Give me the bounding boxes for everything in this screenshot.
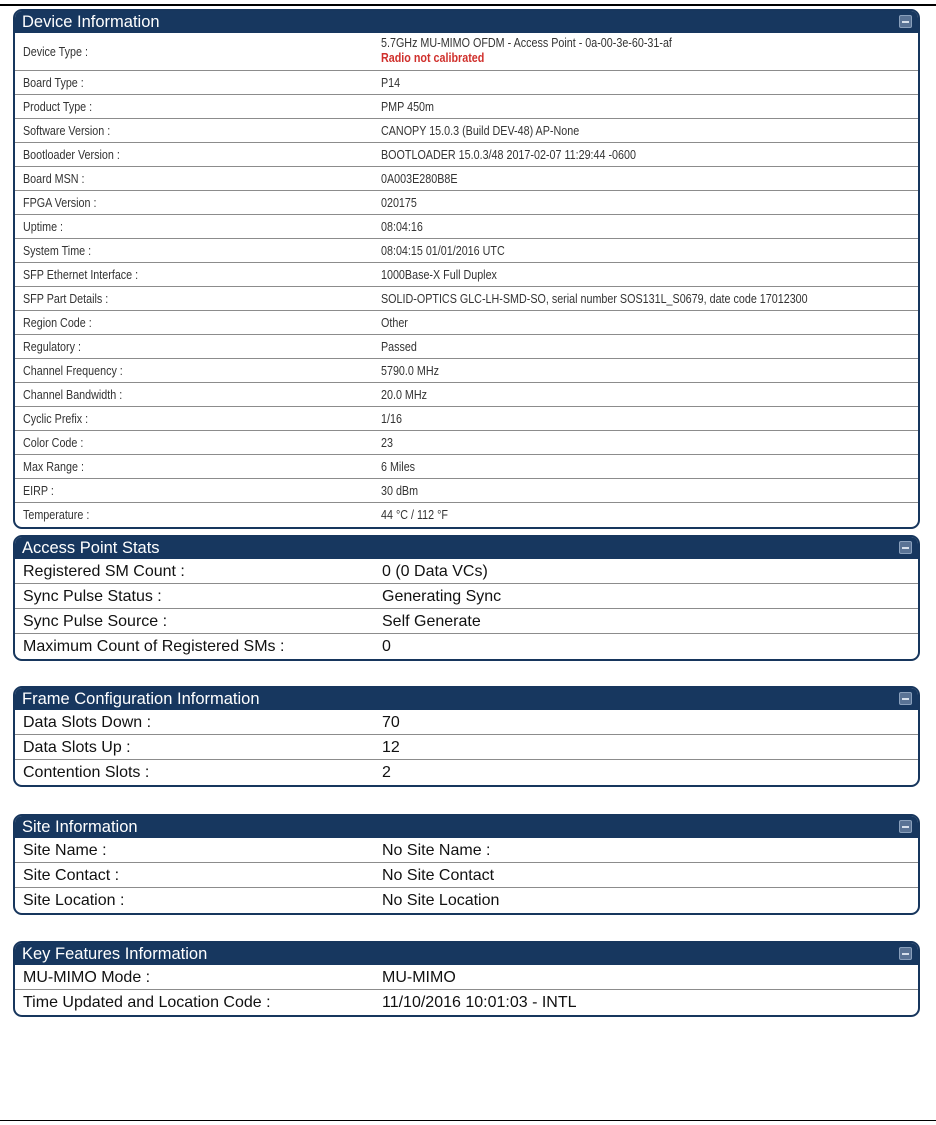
row-label: MU-MIMO Mode :	[23, 969, 151, 986]
row-value: 6 Miles	[381, 460, 416, 474]
row-value: Self Generate	[382, 613, 481, 630]
site-information-header	[15, 816, 918, 838]
row-label: Sync Pulse Status :	[23, 588, 162, 605]
row-value: 020175	[381, 196, 417, 210]
table-row	[15, 33, 918, 71]
table-row	[15, 239, 918, 263]
row-label: Site Location :	[23, 892, 125, 909]
frame-configuration-header	[15, 688, 918, 710]
row-value: 44 °C / 112 °F	[381, 508, 448, 522]
row-value: Passed	[381, 340, 417, 354]
row-label: Data Slots Down :	[23, 714, 152, 731]
key-features-header	[15, 943, 918, 965]
row-label: Uptime :	[23, 220, 64, 234]
row-label: Channel Frequency :	[23, 364, 123, 378]
row-value	[381, 36, 672, 66]
device-information-header	[15, 11, 918, 33]
panel-title: Frame Configuration Information	[22, 690, 260, 708]
row-value: 1/16	[381, 412, 402, 426]
table-row	[15, 335, 918, 359]
table-row	[15, 863, 918, 888]
panel-title: Site Information	[22, 818, 138, 836]
row-label: System Time :	[23, 244, 92, 258]
row-value: 70	[382, 714, 400, 731]
device-type-value: 5.7GHz MU-MIMO OFDM - Access Point - 0a-00-3e-60-31-af	[381, 36, 672, 50]
panel-title: Device Information	[22, 13, 160, 31]
row-label: Board Type :	[23, 76, 84, 90]
row-value: 0 (0 Data VCs)	[382, 563, 488, 580]
calibration-warning: Radio not calibrated	[381, 51, 485, 65]
table-row	[15, 431, 918, 455]
row-label: Bootloader Version :	[23, 148, 120, 162]
table-row	[15, 455, 918, 479]
table-row	[15, 191, 918, 215]
row-value: 12	[382, 739, 400, 756]
row-label: SFP Ethernet Interface :	[23, 268, 139, 282]
row-value: 08:04:16	[381, 220, 423, 234]
table-row	[15, 95, 918, 119]
row-value: No Site Contact	[382, 867, 495, 884]
row-label: Max Range :	[23, 460, 84, 474]
row-value: Other	[381, 316, 408, 330]
row-value: Generating Sync	[382, 588, 502, 605]
collapse-icon[interactable]	[899, 15, 912, 28]
row-label: Site Name :	[23, 842, 107, 859]
table-row	[15, 609, 918, 634]
table-row	[15, 167, 918, 191]
row-value: 11/10/2016 10:01:03 - INTL	[382, 994, 577, 1011]
collapse-icon[interactable]	[899, 541, 912, 554]
row-label: Regulatory :	[23, 340, 81, 354]
row-label: Temperature :	[23, 508, 90, 522]
row-label: Contention Slots :	[23, 764, 150, 781]
row-label: Channel Bandwidth :	[23, 388, 123, 402]
table-row	[15, 143, 918, 167]
row-label: Region Code :	[23, 316, 92, 330]
table-row	[15, 263, 918, 287]
table-row	[15, 311, 918, 335]
access-point-stats-header	[15, 537, 918, 559]
table-row	[15, 215, 918, 239]
row-value: MU-MIMO	[382, 969, 456, 986]
row-value: No Site Name :	[382, 842, 491, 859]
row-label: Registered SM Count :	[23, 563, 185, 580]
row-label: EIRP :	[23, 484, 54, 498]
panel-title: Access Point Stats	[22, 539, 160, 557]
row-label: SFP Part Details :	[23, 292, 109, 306]
access-point-stats-panel	[13, 535, 920, 661]
table-row	[15, 407, 918, 431]
row-value: 2	[382, 764, 391, 781]
table-row	[15, 559, 918, 584]
row-label: Site Contact :	[23, 867, 120, 884]
table-row	[15, 735, 918, 760]
row-label: Board MSN :	[23, 172, 85, 186]
table-row	[15, 359, 918, 383]
table-row	[15, 838, 918, 863]
device-information-panel	[13, 9, 920, 529]
row-value: 23	[381, 436, 393, 450]
row-label: Color Code :	[23, 436, 84, 450]
table-row	[15, 383, 918, 407]
row-label: Maximum Count of Registered SMs :	[23, 638, 285, 655]
collapse-icon[interactable]	[899, 820, 912, 833]
row-value: 30 dBm	[381, 484, 419, 498]
row-value: BOOTLOADER 15.0.3/48 2017-02-07 11:29:44 -0600	[381, 148, 636, 162]
row-value: 1000Base-X Full Duplex	[381, 268, 497, 282]
collapse-icon[interactable]	[899, 692, 912, 705]
row-value: 20.0 MHz	[381, 388, 428, 402]
row-label: Product Type :	[23, 100, 93, 114]
row-label: Data Slots Up :	[23, 739, 131, 756]
table-row	[15, 119, 918, 143]
row-label: Cyclic Prefix :	[23, 412, 89, 426]
site-information-panel	[13, 814, 920, 915]
table-row	[15, 71, 918, 95]
panel-title: Key Features Information	[22, 945, 208, 963]
row-value: 5790.0 MHz	[381, 364, 439, 378]
row-label: FPGA Version :	[23, 196, 97, 210]
table-row	[15, 888, 918, 913]
row-value: 0	[382, 638, 391, 655]
row-label: Device Type :	[23, 45, 88, 59]
bottom-divider	[0, 1120, 936, 1121]
row-value: 0A003E280B8E	[381, 172, 458, 186]
frame-configuration-panel	[13, 686, 920, 787]
table-row	[15, 479, 918, 503]
table-row	[15, 584, 918, 609]
table-row	[15, 287, 918, 311]
key-features-panel	[13, 941, 920, 1017]
table-row	[15, 710, 918, 735]
row-value: SOLID-OPTICS GLC-LH-SMD-SO, serial number SOS131L_S0679, date code 17012300	[381, 292, 808, 306]
row-value: P14	[381, 76, 401, 90]
table-row	[15, 965, 918, 990]
row-label: Software Version :	[23, 124, 111, 138]
row-value: PMP 450m	[381, 100, 434, 114]
row-value: 08:04:15 01/01/2016 UTC	[381, 244, 505, 258]
table-row	[15, 634, 918, 659]
table-row	[15, 760, 918, 785]
row-label: Sync Pulse Source :	[23, 613, 168, 630]
table-row	[15, 503, 918, 527]
row-label: Time Updated and Location Code :	[23, 994, 271, 1011]
row-value: No Site Location	[382, 892, 500, 909]
collapse-icon[interactable]	[899, 947, 912, 960]
row-value: CANOPY 15.0.3 (Build DEV-48) AP-None	[381, 124, 580, 138]
top-divider	[0, 4, 936, 6]
table-row	[15, 990, 918, 1015]
